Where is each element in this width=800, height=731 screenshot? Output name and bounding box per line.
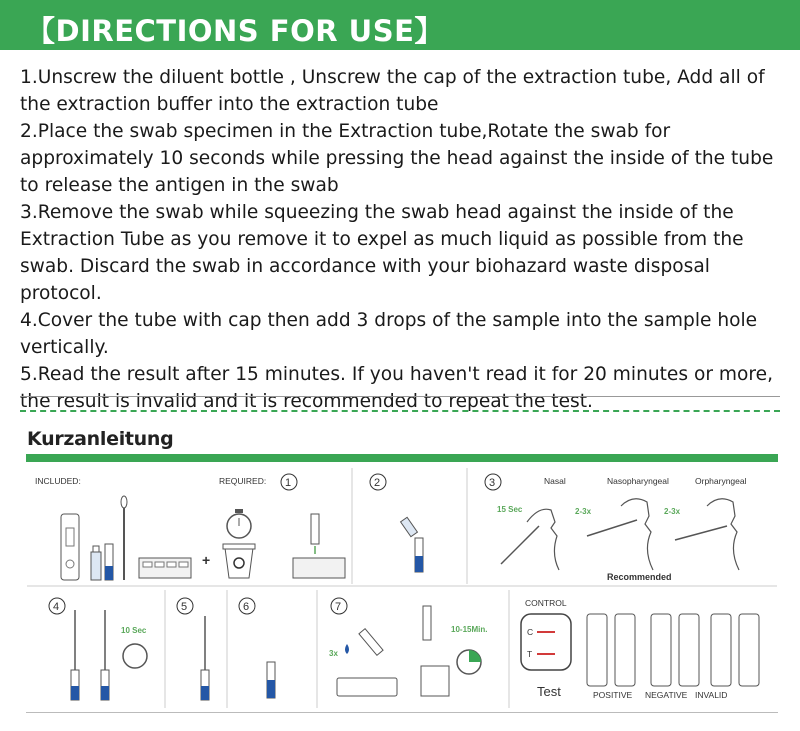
bottom-rule: [26, 712, 778, 713]
step-num-1: 1: [285, 477, 292, 489]
wait-label: 10-15Min.: [451, 625, 488, 634]
step-num-3: 3: [489, 477, 496, 489]
result-invalid: INVALID: [695, 690, 728, 700]
step-num-2: 2: [374, 477, 381, 489]
swab-rotate-icon: [71, 610, 147, 700]
step-4: 4.Cover the tube with cap then add 3 drops of the sample into the sample hole vertically.: [20, 310, 758, 358]
result-window-icon: [521, 614, 571, 670]
step-2: 2.Place the swab specimen in the Extraction tube,Rotate the swab for approximately 10 seconds while pressing the head against the inside of the tube to release the antigen in the swab: [20, 121, 774, 196]
section-divider: [20, 396, 780, 397]
time-15-sec: 15 Sec: [497, 505, 523, 514]
test-label: Test: [537, 684, 561, 699]
recommended-label: Recommended: [607, 572, 672, 582]
result-positive: POSITIVE: [593, 690, 633, 700]
page-title: 【DIRECTIONS FOR USE】: [26, 14, 444, 48]
green-rule: [26, 454, 778, 462]
t-mark: T: [527, 649, 533, 659]
test-cassette-icon: [61, 514, 79, 580]
step-num-4: 4: [53, 601, 60, 613]
swab-type-nasal: Nasal: [544, 476, 566, 486]
quick-guide-illustration: [27, 466, 777, 710]
included-label: INCLUDED:: [35, 476, 81, 486]
swab-icon: [121, 496, 127, 580]
step-1: 1.Unscrew the diluent bottle , Unscrew the cap of the extraction tube, Add all of the extraction buffer into the extraction tube: [20, 67, 765, 115]
control-label: CONTROL: [525, 598, 567, 608]
step-num-6: 6: [243, 601, 250, 613]
result-negative: NEGATIVE: [645, 690, 688, 700]
step1-rack-icon: [293, 514, 345, 578]
header-banner: [0, 0, 800, 50]
plus-sign: +: [202, 552, 211, 568]
step-5: 5.Read the result after 15 minutes. If you haven't read it for 20 minutes or more, the result is invalid and it is recommended to repeat the test.: [20, 364, 773, 412]
tube-rack-icon: [139, 558, 191, 578]
head-profile-icons: [527, 499, 739, 570]
biohazard-bin-icon: [223, 544, 255, 578]
cap-tube-icon: [267, 662, 275, 698]
dashed-divider: [20, 410, 780, 412]
rotation-label-2: 2-3x: [664, 507, 681, 516]
step-num-5: 5: [181, 601, 188, 613]
directions-list: [20, 64, 780, 415]
timer-icon: [227, 509, 251, 538]
swab-type-nasopharyngeal: Nasopharyngeal: [607, 476, 669, 486]
step-3: 3.Remove the swab while squeezing the swab head against the inside of the Extraction Tube as you remove it to expel as much liquid as possible from the swab. Discard the swab in accordance with your biohazard waste disposal protocol.: [20, 202, 744, 304]
diluent-bottle-icon: [91, 546, 101, 580]
result-cassettes: [587, 614, 759, 686]
add-drops-icon: [337, 606, 481, 696]
time-10-sec: 10 Sec: [121, 626, 147, 635]
swab-type-orpharyngeal: Orpharyngeal: [695, 476, 747, 486]
quick-guide-title: Kurzanleitung: [27, 428, 174, 450]
swab-insert-lines: [501, 520, 727, 564]
c-mark: C: [527, 627, 534, 637]
extraction-tube-icon: [105, 544, 113, 580]
rotation-label-1: 2-3x: [575, 507, 592, 516]
add-buffer-icon: [401, 517, 423, 572]
drops-label: 3x: [329, 649, 338, 658]
squeeze-swab-icon: [201, 616, 209, 700]
step-num-7: 7: [335, 601, 342, 613]
required-label: REQUIRED:: [219, 476, 267, 486]
